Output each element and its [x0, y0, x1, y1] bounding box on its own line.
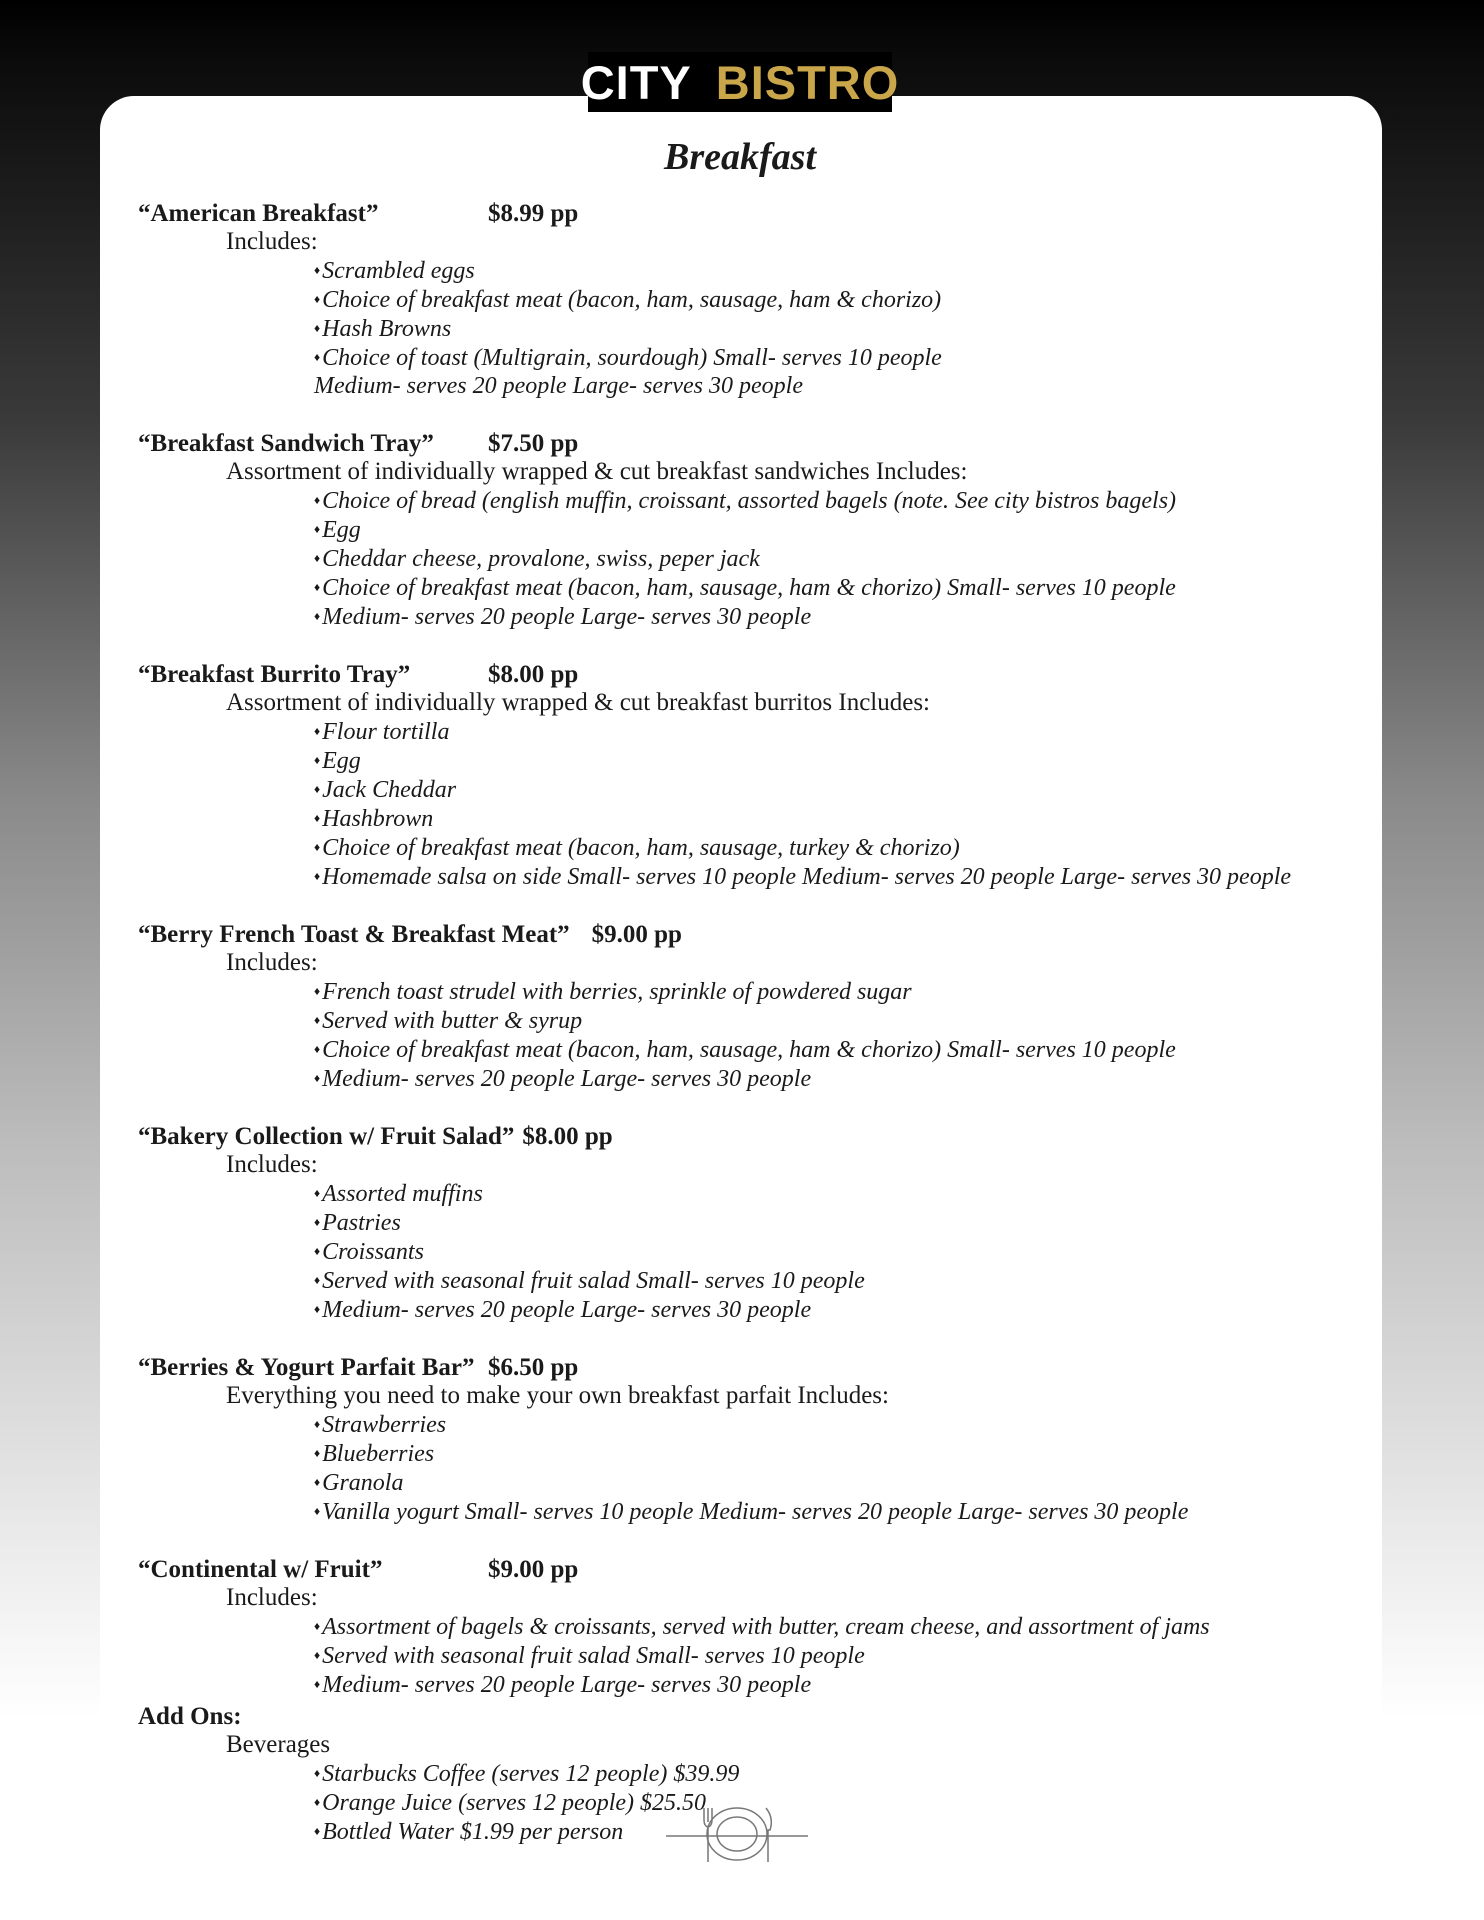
item-header	[138, 921, 1342, 949]
item-description: Includes:	[226, 228, 318, 255]
menu-card	[100, 96, 1382, 1920]
list-item: ♦ Hash Browns	[314, 314, 1342, 343]
list-item: ♦ Served with butter & syrup	[314, 1006, 1342, 1035]
page-title: Breakfast	[664, 136, 816, 178]
item-bullets	[138, 717, 1342, 891]
list-item: ♦ Orange Juice (serves 12 people) $25.50	[314, 1788, 1342, 1817]
list-item: ♦ Medium- serves 20 people Large- serves 30 people	[314, 1670, 1342, 1699]
plate-fork-knife-icon	[666, 1800, 808, 1866]
menu-item-continental	[138, 1556, 1342, 1699]
item-header	[138, 1123, 1342, 1151]
menu-item-yogurt-parfait-bar	[138, 1354, 1342, 1526]
menu-content	[138, 96, 1342, 1876]
list-item: ♦ Strawberries	[314, 1410, 1342, 1439]
list-item: ♦ Medium- serves 20 people Large- serves 30 people	[314, 602, 1342, 631]
list-item: ♦ Served with seasonal fruit salad Small- serves 10 people	[314, 1266, 1342, 1295]
menu-item-american-breakfast	[138, 200, 1342, 400]
list-item: ♦ Blueberries	[314, 1439, 1342, 1468]
item-bullets	[138, 1612, 1342, 1699]
list-item: ♦ Cheddar cheese, provalone, swiss, peper jack	[314, 544, 1342, 573]
item-bullets	[138, 977, 1342, 1093]
list-item: ♦ Scrambled eggs	[314, 256, 1342, 285]
menu-item-breakfast-sandwich-tray	[138, 430, 1342, 631]
item-name: “American Breakfast”	[138, 200, 379, 227]
list-item: ♦ Choice of breakfast meat (bacon, ham, sausage, ham & chorizo) Small- serves 10 people	[314, 573, 1342, 602]
list-item: ♦ Pastries	[314, 1208, 1342, 1237]
list-item: ♦ Egg	[314, 515, 1342, 544]
menu-item-berry-french-toast	[138, 921, 1342, 1093]
item-name: “Breakfast Sandwich Tray”	[138, 430, 434, 457]
item-description: Everything you need to make your own breakfast parfait Includes:	[226, 1382, 889, 1409]
brand-bistro: BISTRO	[715, 55, 900, 109]
list-item-continuation: Medium- serves 20 people Large- serves 30 people	[314, 373, 803, 399]
item-header	[138, 1354, 1342, 1382]
item-description: Assortment of individually wrapped & cut breakfast burritos Includes:	[226, 689, 931, 716]
list-item: ♦ Served with seasonal fruit salad Small- serves 10 people	[314, 1641, 1342, 1670]
list-item: ♦ Choice of breakfast meat (bacon, ham, sausage, turkey & chorizo)	[314, 833, 1342, 862]
menu-item-bakery-collection	[138, 1123, 1342, 1324]
item-price: $8.00 pp	[522, 1123, 613, 1150]
add-ons-category: Beverages	[226, 1731, 331, 1758]
item-price: $8.99 pp	[488, 200, 579, 227]
item-header	[138, 430, 1342, 458]
item-bullets	[138, 256, 1342, 400]
item-description: Includes:	[226, 1584, 318, 1611]
list-item: ♦ Starbucks Coffee (serves 12 people) $39.99	[314, 1759, 1342, 1788]
list-item: ♦ Choice of toast (Multigrain, sourdough) Small- serves 10 people	[314, 343, 1342, 372]
list-item: ♦ Medium- serves 20 people Large- serves 30 people	[314, 1295, 1342, 1324]
item-header	[138, 661, 1342, 689]
list-item: ♦ Medium- serves 20 people Large- serves 30 people	[314, 1064, 1342, 1093]
item-name: “Berry French Toast & Breakfast Meat”	[138, 921, 570, 948]
item-price: $9.00 pp	[591, 921, 682, 948]
list-item: ♦ Assortment of bagels & croissants, served with butter, cream cheese, and assortment of jams	[314, 1612, 1342, 1641]
list-item: ♦ Croissants	[314, 1237, 1342, 1266]
item-price: $8.00 pp	[488, 661, 579, 688]
item-header	[138, 200, 1342, 228]
list-item: ♦ Egg	[314, 746, 1342, 775]
item-bullets	[138, 1179, 1342, 1324]
list-item: ♦ Choice of bread (english muffin, croissant, assorted bagels (note. See city bistros bagels)	[314, 486, 1342, 515]
item-bullets	[138, 1410, 1342, 1526]
list-item: ♦ Homemade salsa on side Small- serves 10 people Medium- serves 20 people Large- serves 30 people	[314, 862, 1342, 891]
list-item: ♦ Hashbrown	[314, 804, 1342, 833]
list-item: ♦ Granola	[314, 1468, 1342, 1497]
item-name: “Breakfast Burrito Tray”	[138, 661, 411, 688]
item-description: Includes:	[226, 1151, 318, 1178]
item-bullets	[138, 486, 1342, 631]
list-item: ♦ Jack Cheddar	[314, 775, 1342, 804]
item-name: “Continental w/ Fruit”	[138, 1556, 383, 1583]
brand-city: CITY	[580, 55, 692, 109]
item-description: Includes:	[226, 949, 318, 976]
list-item: ♦ Bottled Water $1.99 per person	[314, 1817, 1342, 1846]
list-item: ♦ Choice of breakfast meat (bacon, ham, sausage, ham & chorizo) Small- serves 10 people	[314, 1035, 1342, 1064]
item-price: $6.50 pp	[488, 1354, 579, 1381]
item-price: $7.50 pp	[488, 430, 579, 457]
item-description: Assortment of individually wrapped & cut breakfast sandwiches Includes:	[226, 458, 968, 485]
list-item: ♦ Choice of breakfast meat (bacon, ham, sausage, ham & chorizo)	[314, 285, 1342, 314]
item-price: $9.00 pp	[488, 1556, 579, 1583]
item-name: “Bakery Collection w/ Fruit Salad”	[138, 1123, 515, 1150]
add-ons-heading: Add Ons:	[138, 1703, 242, 1730]
item-header	[138, 1556, 1342, 1584]
list-item: ♦ Assorted muffins	[314, 1179, 1342, 1208]
menu-item-breakfast-burrito-tray	[138, 661, 1342, 891]
brand-logo	[580, 52, 900, 112]
list-item: ♦ Flour tortilla	[314, 717, 1342, 746]
item-name: “Berries & Yogurt Parfait Bar”	[138, 1354, 475, 1381]
list-item: ♦ Vanilla yogurt Small- serves 10 people Medium- serves 20 people Large- serves 30 people	[314, 1497, 1342, 1526]
list-item: ♦ French toast strudel with berries, sprinkle of powdered sugar	[314, 977, 1342, 1006]
